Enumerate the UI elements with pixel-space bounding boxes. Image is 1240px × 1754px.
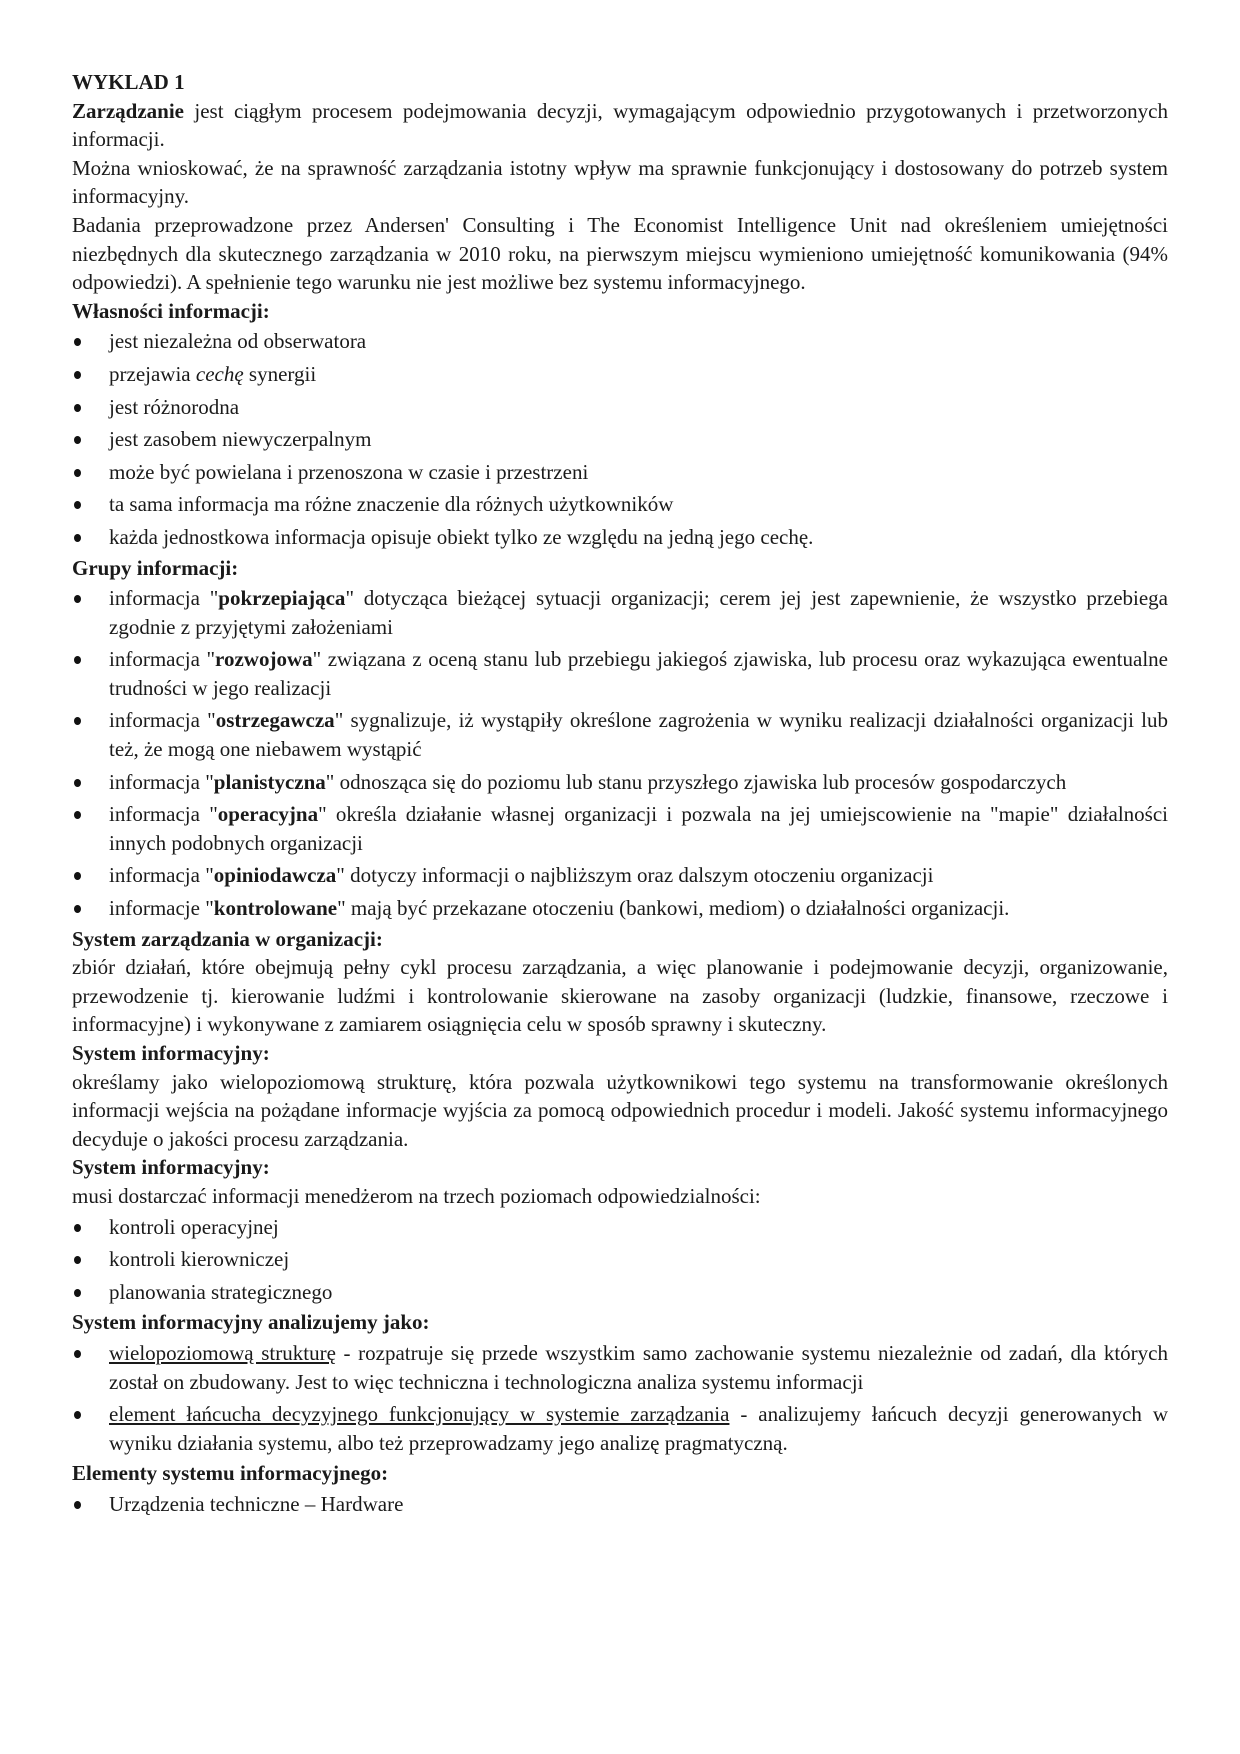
bullet-icon: [74, 656, 81, 664]
groups-heading: Grupy informacji:: [72, 555, 239, 580]
paragraph-3: Badania przeprowadzone przez Andersen' Consulting i The Economist Intelligence Unit nad określeniem umiejętności niezbędnych dla skutecznego zarządzania w 2010 roku, na pierwszym miejscu wymieniono umiejętność komunikowania (94% odpowiedzi). A spełnienie tego warunku nie jest możliwe bez systemu informacyjnego.: [72, 212, 1168, 295]
elements-list: [72, 1488, 1168, 1521]
info-system-text-2: musi dostarczać informacji menedżerom na trzech poziomach odpowiedzialności:: [72, 1183, 761, 1208]
list-item: jest niezależna od obserwatora: [72, 325, 1168, 358]
list-item: informacja "rozwojowa" związana z oceną stanu lub przebiegu jakiegoś zjawiska, lub procesu oraz wykazująca ewentualne trudności w jego realizacji: [72, 643, 1168, 704]
list-item: może być powielana i przenoszona w czasie i przestrzeni: [72, 456, 1168, 489]
list-item: informacja "pokrzepiająca" dotycząca bieżącej sytuacji organizacji; cerem jej jest zapewnienie, że wszystko przebiega zgodnie z przyjętymi założeniami: [72, 582, 1168, 643]
bullet-icon: [74, 1289, 81, 1297]
list-item: informacja "ostrzegawcza" sygnalizuje, iż wystąpiły określone zagrożenia w wyniku realizacji działalności organizacji lub też, że mogą one niebawem wystąpić: [72, 704, 1168, 765]
bullet-icon: [74, 534, 81, 542]
bullet-icon: [74, 1350, 81, 1358]
info-system-text-1: określamy jako wielopoziomową strukturę, która pozwala użytkownikowi tego systemu na transformowanie określonych informacji wejścia na pożądane informacje wyjścia za pomocą odpowiednich procedur i modeli. Jakość systemu informacyjnego decyduje o jakości procesu zarządzania.: [72, 1069, 1168, 1151]
intro-paragraph: [72, 97, 1168, 154]
intro-definition: jest ciągłym procesem podejmowania decyzji, wymagającym odpowiednio przygotowanych i przetworzonych informacji.: [72, 98, 1168, 152]
info-system-heading-1: System informacyjny:: [72, 1041, 270, 1065]
bullet-icon: [74, 469, 81, 477]
list-item: kontroli kierowniczej: [72, 1243, 1168, 1276]
list-item: element łańcucha decyzyjnego funkcjonujący w systemie zarządzania - analizujemy łańcuch decyzji generowanych w wyniku działania systemu, albo też przeprowadzamy jego analizę pragmatyczną.: [72, 1398, 1168, 1459]
bullet-icon: [74, 1501, 81, 1509]
list-item: Urządzenia techniczne – Hardware: [72, 1488, 1168, 1521]
list-item: informacje "kontrolowane" mają być przekazane otoczeniu (bankowi, mediom) o działalności organizacji.: [72, 892, 1168, 925]
list-item: przejawia cechę synergii: [72, 358, 1168, 391]
bullet-icon: [74, 436, 81, 444]
bullet-icon: [74, 811, 81, 819]
properties-heading: Własności informacji:: [72, 298, 270, 323]
intro-term: Zarządzanie: [72, 98, 184, 123]
list-item: informacja "planistyczna" odnosząca się do poziomu lub stanu przyszłego zjawiska lub procesów gospodarczych: [72, 766, 1168, 799]
info-system-heading-2: System informacyjny:: [72, 1155, 270, 1180]
bullet-icon: [74, 1256, 81, 1264]
bullet-icon: [74, 779, 81, 787]
responsibility-levels-list: [72, 1211, 1168, 1309]
groups-list: [72, 582, 1168, 925]
document-page: [72, 68, 1168, 1521]
analysis-heading: System informacyjny analizujemy jako:: [72, 1310, 430, 1335]
management-system-text: zbiór działań, które obejmują pełny cykl procesu zarządzania, a więc planowanie i podejmowanie decyzji, organizowanie, przewodzenie tj. kierowanie ludźmi i kontrolowanie skierowane na zasoby organizacji (ludzkie, finansowe, rzeczowe i informacyjne) i wykonywane z zamiarem osiągnięcia celu w sposób sprawny i skuteczny.: [72, 955, 1168, 1037]
list-item: informacja "operacyjna" określa działanie własnej organizacji i pozwala na jej umiejscowienie na "mapie" działalności innych podobnych organizacji: [72, 798, 1168, 859]
document-title: WYKLAD 1: [72, 70, 185, 94]
elements-heading: Elementy systemu informacyjnego:: [72, 1461, 389, 1486]
bullet-icon: [74, 905, 81, 913]
bullet-icon: [74, 1224, 81, 1232]
list-item: informacja "opiniodawcza" dotyczy informacji o najbliższym oraz dalszym otoczeniu organizacji: [72, 859, 1168, 892]
list-item: planowania strategicznego: [72, 1276, 1168, 1309]
bullet-icon: [74, 501, 81, 509]
management-system-heading: System zarządzania w organizacji:: [72, 926, 383, 951]
analysis-list: [72, 1337, 1168, 1459]
list-item: wielopoziomową strukturę - rozpatruje się przede wszystkim samo zachowanie systemu niezależnie od zadań, dla których został on zbudowany. Jest to więc techniczna i technologiczna analiza systemu informacji: [72, 1337, 1168, 1398]
bullet-icon: [74, 717, 81, 725]
list-item: ta sama informacja ma różne znaczenie dla różnych użytkowników: [72, 488, 1168, 521]
properties-list: [72, 325, 1168, 553]
bullet-icon: [74, 371, 81, 379]
bullet-icon: [74, 1411, 81, 1419]
list-item: każda jednostkowa informacja opisuje obiekt tylko ze względu na jedną jego cechę.: [72, 521, 1168, 554]
paragraph-2: Można wnioskować, że na sprawność zarządzania istotny wpływ ma sprawnie funkcjonujący i dostosowany do potrzeb system informacyjny.: [72, 155, 1168, 209]
bullet-icon: [74, 338, 81, 346]
bullet-icon: [74, 404, 81, 412]
list-item: kontroli operacyjnej: [72, 1211, 1168, 1244]
bullet-icon: [74, 872, 81, 880]
list-item: jest różnorodna: [72, 391, 1168, 424]
bullet-icon: [74, 595, 81, 603]
list-item: jest zasobem niewyczerpalnym: [72, 423, 1168, 456]
